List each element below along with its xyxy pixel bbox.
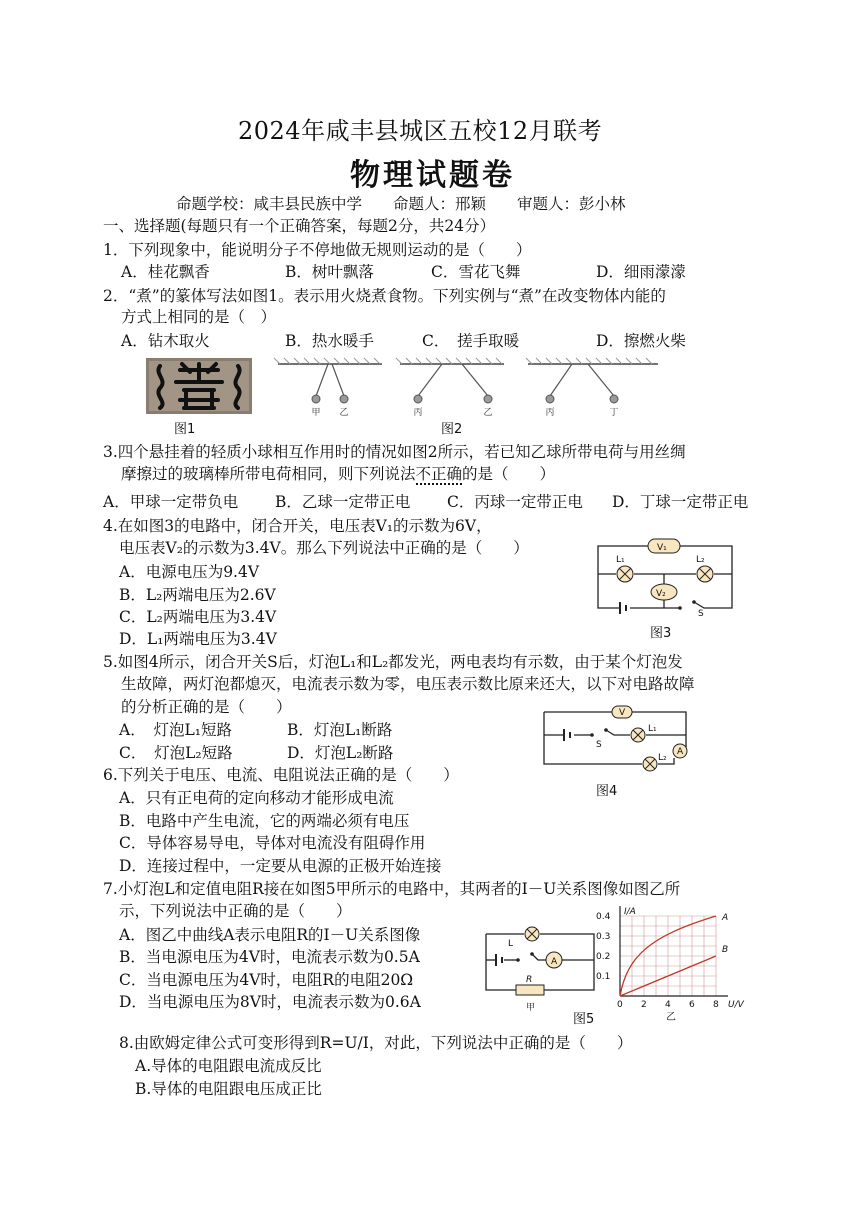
lamp-l bbox=[525, 927, 539, 941]
q6-option-d: D．连接过程中，一定要从电源的正极开始连接 bbox=[119, 857, 442, 875]
y-tick-label: 0.3 bbox=[596, 932, 611, 942]
q2-stem-line2: 方式上相同的是（ ） bbox=[121, 308, 277, 326]
q7-stem-line1: 7.小灯泡L和定值电阻R接在如图5甲所示的电路中，其两者的I－U关系图像如图乙所 bbox=[103, 880, 681, 898]
q6-option-c: C．导体容易导电，导体对电流没有阻碍作用 bbox=[119, 834, 426, 852]
exam-subtitle: 物理试题卷 bbox=[350, 158, 515, 193]
curve-a-label: A bbox=[722, 913, 729, 923]
q7-option-b: B．当电源电压为4V时，电流表示数为0.5A bbox=[119, 948, 420, 966]
q2-option-b: B．热水暖手 bbox=[285, 332, 374, 350]
figure-2-caption: 图2 bbox=[441, 422, 463, 437]
ball-label: 甲 bbox=[311, 408, 321, 418]
ball-label: 丙 bbox=[413, 408, 423, 418]
q5-option-c: C． 灯泡L₂短路 bbox=[119, 744, 233, 762]
x-tick-label: 2 bbox=[641, 1000, 647, 1010]
ammeter-label: A bbox=[677, 747, 684, 757]
q3-emphasis: 不正确 bbox=[415, 465, 463, 483]
resistor-label: R bbox=[526, 975, 533, 985]
q5-stem-line2: 生故障，两灯泡都熄灭，电流表示数为零，电压表示数比原来还大，以下对电路故障 bbox=[121, 675, 695, 693]
q3-stem-line1: 3.四个悬挂着的轻质小球相互作用时的情况如图2所示，若已知乙球所带电荷与用丝绸 bbox=[103, 443, 686, 461]
ball-label: 乙 bbox=[483, 408, 493, 418]
l1-label: L₁ bbox=[648, 724, 657, 734]
q1-option-d: D．细雨濛濛 bbox=[596, 263, 686, 281]
q3-stem-part: 的是（ ） bbox=[462, 465, 556, 483]
ball-bing-2 bbox=[546, 395, 554, 403]
q7-stem-line2: 示，下列说法中正确的是（ ） bbox=[119, 902, 352, 920]
ball-yi-2 bbox=[484, 395, 492, 403]
q3-stem-line2 bbox=[121, 463, 555, 485]
q3-option-a: A．甲球一定带负电 bbox=[103, 493, 239, 511]
lamp-l2 bbox=[643, 757, 657, 771]
seal-character-image bbox=[146, 358, 252, 414]
figure-5-caption: 图5 bbox=[573, 1012, 595, 1027]
y-tick-label: 0.2 bbox=[596, 952, 611, 962]
iu-chart bbox=[592, 904, 772, 1023]
ball-label: 丁 bbox=[609, 408, 619, 418]
figure-1 bbox=[146, 358, 252, 414]
q3-option-b: B．乙球一定带正电 bbox=[275, 493, 411, 511]
sub-figure-label: 甲 bbox=[526, 1003, 536, 1013]
section-heading: 一、选择题(每题只有一个正确答案，每题2分，共24分） bbox=[103, 217, 496, 235]
figure-1-caption: 图1 bbox=[174, 422, 196, 437]
figure-4 bbox=[540, 704, 692, 772]
q3-option-d: D．丁球一定带正电 bbox=[612, 493, 749, 511]
q6-option-a: A．只有正电荷的定向移动才能形成电流 bbox=[119, 789, 394, 807]
y-tick-label: 0.4 bbox=[596, 912, 611, 922]
l2-label: L₂ bbox=[658, 753, 667, 763]
q5-option-b: B．灯泡L₁断路 bbox=[287, 721, 393, 739]
ball-yi-1 bbox=[340, 395, 348, 403]
q4-option-b: B．L₂两端电压为2.6V bbox=[119, 586, 276, 604]
q8-option-b: B.导体的电阻跟电压成正比 bbox=[135, 1080, 322, 1098]
q1-option-c: C．雪花飞舞 bbox=[431, 263, 521, 281]
lamp-l1 bbox=[631, 728, 645, 742]
figure-5-jia bbox=[482, 922, 600, 1014]
q7-option-a: A．图乙中曲线A表示电阻R的I－U关系图像 bbox=[119, 926, 421, 944]
figure-4-caption: 图4 bbox=[596, 784, 618, 799]
exam-title: 2024年咸丰县城区五校12月联考 bbox=[238, 117, 603, 145]
ball-jia bbox=[312, 395, 320, 403]
q4-stem-line2: 电压表V₂的示数为3.4V。那么下列说法中正确的是（ ） bbox=[119, 539, 529, 557]
q5-option-a: A． 灯泡L₁短路 bbox=[119, 721, 232, 739]
x-tick-label: 6 bbox=[689, 1000, 695, 1010]
lamp-l2 bbox=[697, 566, 713, 582]
ammeter-label: A bbox=[551, 957, 558, 967]
q6-stem: 6.下列关于电压、电流、电阻说法正确的是（ ） bbox=[103, 766, 459, 784]
q2-stem-line1: 2．“煮”的篆体写法如图1。表示用火烧煮食物。下列实例与“煮”在改变物体内能的 bbox=[103, 287, 666, 305]
lamp-l1 bbox=[617, 566, 633, 582]
l2-label: L₂ bbox=[696, 555, 705, 565]
ball-label: 乙 bbox=[339, 408, 349, 418]
q5-stem-line1: 5.如图4所示，闭合开关S后，灯泡L₁和L₂都发光，两电表均有示数，由于某个灯泡发 bbox=[103, 653, 683, 671]
q2-option-d: D．擦燃火柴 bbox=[596, 332, 686, 350]
q5-option-d: D．灯泡L₂断路 bbox=[287, 744, 394, 762]
y-tick-label: 0.1 bbox=[596, 972, 611, 982]
x-axis-label: U/V bbox=[728, 1000, 744, 1010]
y-axis-label: I/A bbox=[624, 907, 636, 917]
figure-3 bbox=[594, 536, 736, 619]
q4-stem-line1: 4.在如图3的电路中，闭合开关，电压表V₁的示数为6V， bbox=[103, 517, 492, 535]
x-tick-label: 8 bbox=[713, 1000, 719, 1010]
q6-option-b: B．电路中产生电流，它的两端必须有电压 bbox=[119, 812, 410, 830]
v2-label: V₂ bbox=[656, 589, 666, 599]
x-tick-label: 0 bbox=[617, 1000, 623, 1010]
q1-stem: 1．下列现象中，能说明分子不停地做无规则运动的是（ ） bbox=[103, 241, 532, 259]
q4-option-d: D．L₁两端电压为3.4V bbox=[119, 630, 277, 648]
ball-bing-1 bbox=[414, 395, 422, 403]
ball-ding bbox=[610, 395, 618, 403]
q3-stem-part: 摩擦过的玻璃棒所带电荷相同，则下列说法 bbox=[121, 465, 416, 483]
figure-3-caption: 图3 bbox=[650, 626, 672, 641]
resistor-r bbox=[516, 985, 544, 995]
q1-option-b: B．树叶飘落 bbox=[285, 263, 374, 281]
q5-stem-line3: 的分析正确的是（ ） bbox=[121, 698, 292, 716]
switch-label: S bbox=[596, 740, 602, 750]
q2-option-c: C． 搓手取暖 bbox=[422, 332, 520, 350]
l1-label: L₁ bbox=[616, 555, 625, 565]
v1-label: V₁ bbox=[657, 543, 667, 553]
voltmeter-label: V bbox=[619, 708, 626, 718]
q4-option-c: C．L₂两端电压为3.4V bbox=[119, 608, 277, 626]
sub-figure-label: 乙 bbox=[666, 1012, 676, 1023]
curve-b-label: B bbox=[722, 945, 729, 955]
q8-option-a: A.导体的电阻跟电流成反比 bbox=[135, 1057, 322, 1075]
switch-label: S bbox=[698, 609, 704, 619]
q1-option-a: A．桂花飘香 bbox=[121, 263, 210, 281]
exam-meta: 命题学校：咸丰县民族中学 命题人：邢颖 审题人：彭小林 bbox=[176, 195, 626, 213]
q2-option-a: A．钻木取火 bbox=[121, 332, 210, 350]
figure-5-yi-chart bbox=[592, 904, 772, 1023]
x-tick-label: 4 bbox=[665, 1000, 671, 1010]
q4-option-a: A．电源电压为9.4V bbox=[119, 563, 260, 581]
lamp-label: L bbox=[508, 939, 514, 949]
q8-stem: 8.由欧姆定律公式可变形得到R=U/I，对此，下列说法中正确的是（ ） bbox=[119, 1034, 633, 1052]
figure-2 bbox=[270, 356, 690, 420]
q7-option-d: D．当电源电压为8V时，电流表示数为0.6A bbox=[119, 993, 421, 1011]
ball-label: 丙 bbox=[545, 408, 555, 418]
q7-option-c: C．当电源电压为4V时，电阻R的电阻20Ω bbox=[119, 971, 414, 989]
q3-option-c: C．丙球一定带正电 bbox=[447, 493, 583, 511]
